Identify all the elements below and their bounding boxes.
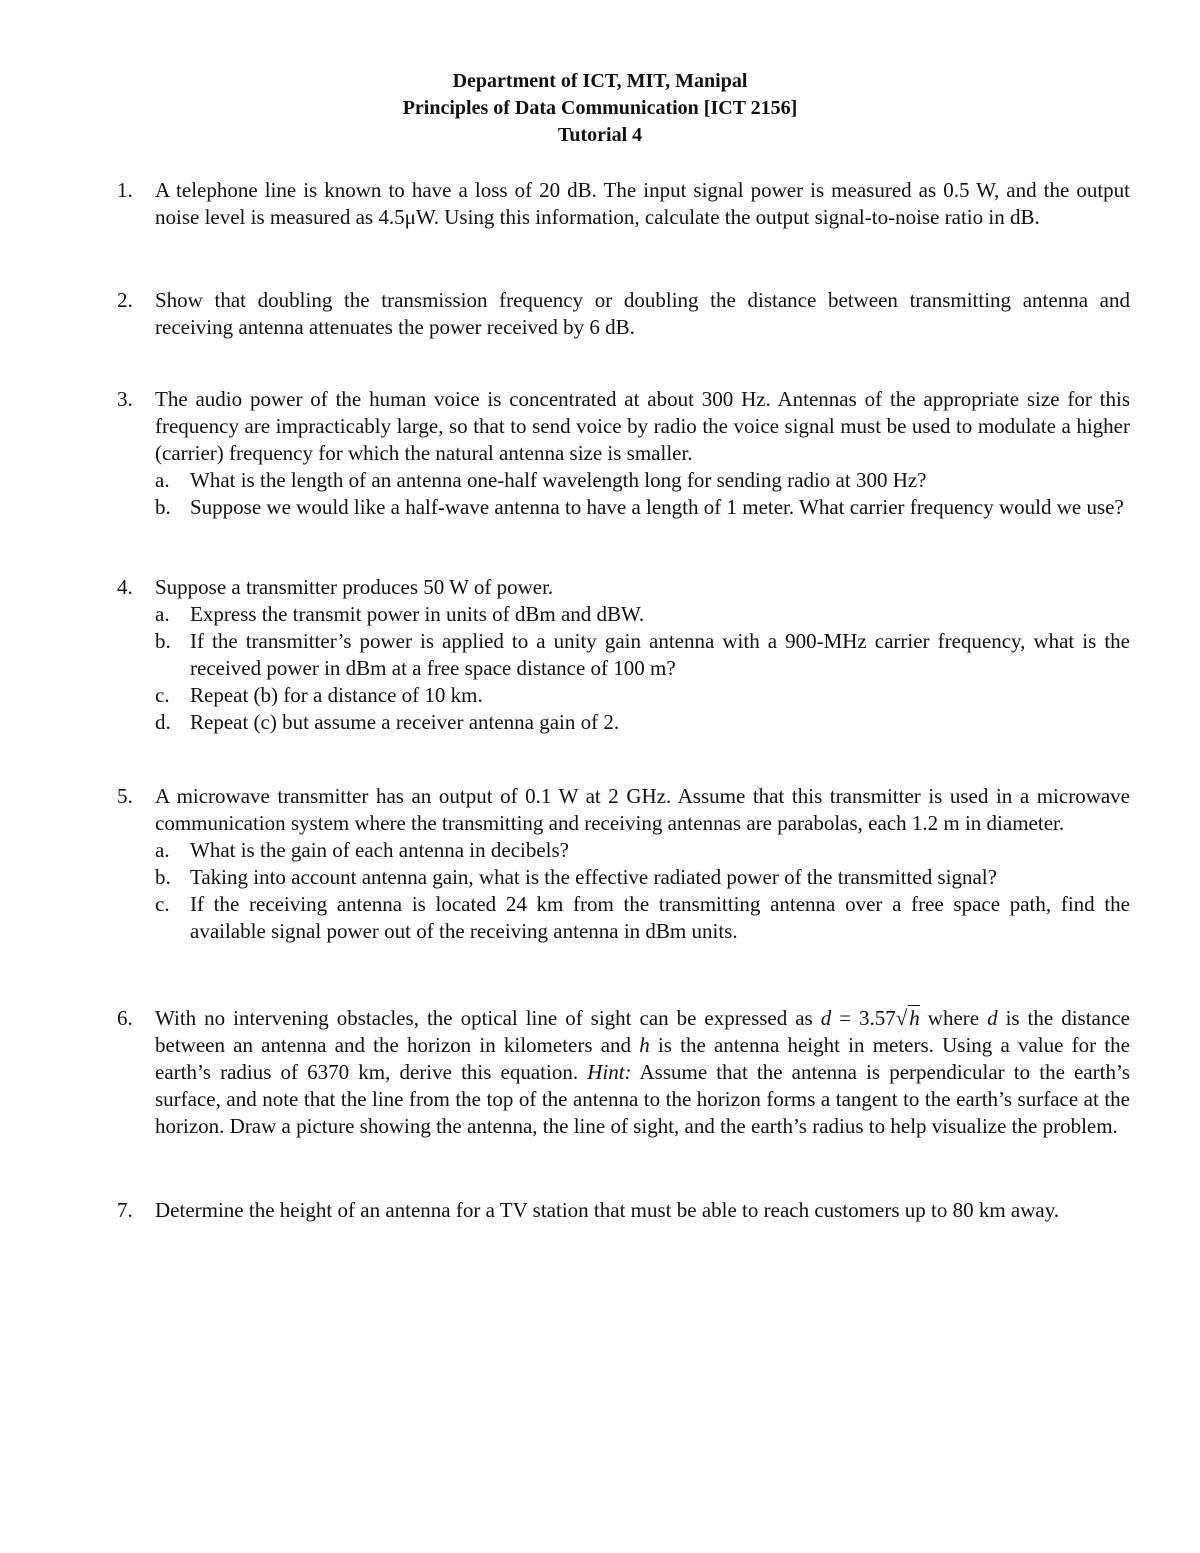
subquestion-label: d. [155,710,171,734]
subquestion [155,864,1130,891]
question-2 [117,287,1130,341]
subquestion [155,837,1130,864]
subquestion-label: a. [155,602,170,626]
subquestion [155,467,1130,494]
question-text: Determine the height of an antenna for a TV station that must be able to reach customers up to 80 km away. [155,1198,1060,1222]
question-number: 4. [117,575,133,599]
question-text: The audio power of the human voice is concentrated at about 300 Hz. Antennas of the appropriate size for this frequency are impracticably large, so that to send voice by radio the voice signal must be used to modulate a higher (carrier) frequency for which the natural antenna size is smaller. [155,387,1130,465]
subquestion-text: Repeat (c) but assume a receiver antenna gain of 2. [190,710,620,734]
subquestion-text: What is the length of an antenna one-half wavelength long for sending radio at 300 Hz? [190,468,927,492]
subquestion-label: b. [155,629,171,653]
subquestion-text: Express the transmit power in units of dBm and dBW. [190,602,645,626]
question-text [155,1005,1130,1140]
question-7 [117,1197,1130,1224]
variable-d: d [987,1006,998,1030]
question-3 [117,386,1130,521]
subquestion-label: b. [155,865,171,889]
question-text: A telephone line is known to have a loss of 20 dB. The input signal power is measured as 0.5 W, and the output noise level is measured as 4.5μW. Using this information, calculate the output signal-to-noise ratio in dB. [155,178,1130,229]
subquestion-text: Suppose we would like a half-wave antenna to have a length of 1 meter. What carrier frequency would we use? [190,495,1124,519]
text-segment: is the distance between an antenna and the horizon in kilometers and [155,1006,1130,1057]
subquestion-text: If the transmitter’s power is applied to a unity gain antenna with a 900-MHz carrier frequency, what is the received power in dBm at a free space distance of 100 m? [190,629,1130,680]
subquestion [155,682,1130,709]
text-segment: where [919,1006,988,1030]
question-number: 3. [117,387,133,411]
question-number: 6. [117,1006,133,1030]
text-segment: With no intervening obstacles, the optical line of sight can be expressed as [155,1006,821,1030]
subquestion [155,494,1130,521]
question-number: 2. [117,288,133,312]
question-text: A microwave transmitter has an output of 0.1 W at 2 GHz. Assume that this transmitter is used in a microwave communication system where the transmitting and receiving antennas are parabolas, each 1.2 m in diameter. [155,784,1130,835]
subquestion-label: c. [155,683,170,707]
equation-radicand: h [909,1006,920,1030]
subquestion-label: a. [155,468,170,492]
question-number: 1. [117,178,133,202]
question-number: 7. [117,1198,133,1222]
question-text: Suppose a transmitter produces 50 W of power. [155,575,554,599]
subquestion [155,628,1130,682]
subquestion-label: b. [155,495,171,519]
equation-lhs: d [820,1006,832,1030]
subquestion-label: c. [155,892,170,916]
tutorial-title: Tutorial 4 [557,124,643,146]
question-text: Show that doubling the transmission frequency or doubling the distance between transmitting antenna and receiving antenna attenuates the power received by 6 dB. [155,288,1130,339]
subquestion-label: a. [155,838,170,862]
subquestion-text: Taking into account antenna gain, what is the effective radiated power of the transmitted signal? [190,865,997,889]
hint-label: Hint: [587,1060,632,1084]
subquestion [155,709,1130,736]
question-5 [117,783,1130,945]
text-segment: Assume that the antenna is perpendicular to the earth’s surface, and note that the line from the top of the antenna to the horizon forms a tangent to the earth’s surface at the horizon. Draw a picture showing the antenna, the line of sight, and the earth’s radius to help visualize the problem. [155,1060,1130,1138]
subquestion-text: What is the gain of each antenna in decibels? [190,838,570,862]
subquestion-text: If the receiving antenna is located 24 km from the transmitting antenna over a free space path, find the available signal power out of the receiving antenna in dBm units. [190,892,1130,943]
document-header [0,68,1200,149]
course-title: Principles of Data Communication [ICT 2156] [402,97,798,119]
question-6 [117,1005,1130,1140]
subquestion-text: Repeat (b) for a distance of 10 km. [190,683,483,707]
question-1 [117,177,1130,231]
text-segment: is the antenna height in meters. Using a value for the earth’s radius of 6370 km, derive this equation. [155,1033,1130,1084]
equation [821,1006,920,1030]
subquestion [155,891,1130,945]
question-4 [117,574,1130,736]
question-number: 5. [117,784,133,808]
department-title: Department of ICT, MIT, Manipal [452,70,748,92]
variable-h: h [639,1033,650,1057]
sqrt-icon: √ [895,1006,908,1030]
subquestion [155,601,1130,628]
equation-coefficient: = 3.57 [831,1006,896,1030]
